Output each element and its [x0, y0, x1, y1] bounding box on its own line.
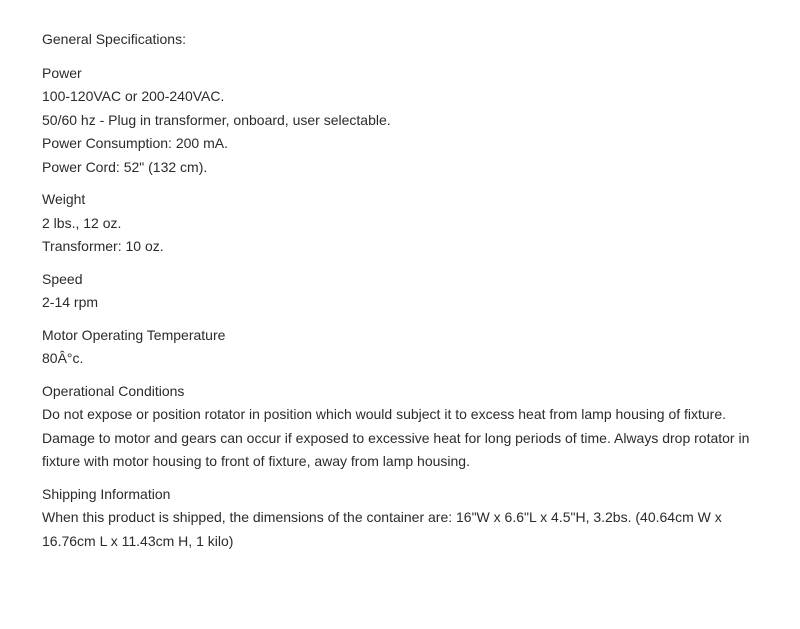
spec-line: 2-14 rpm [42, 294, 99, 310]
section-weight [42, 188, 772, 259]
spec-paragraph: Do not expose or position rotator in position which would subject it to excess heat from lamp housing of fixture. Damage to motor and gears can occur if exposed to excessive heat for long periods of time. Always drop rotator in fixture with motor housing to front of fixture, away from lamp housing. [42, 406, 750, 469]
spec-line: 50/60 hz - Plug in transformer, onboard, user selectable. [42, 111, 391, 128]
spec-line: Power Consumption: 200 mA. [42, 135, 228, 151]
section-title: Shipping Information [42, 485, 171, 502]
section-shipping-information [42, 483, 772, 554]
spec-line: 100-120VAC or 200-240VAC. [42, 88, 225, 104]
page-heading: General Specifications: [42, 31, 186, 47]
section-motor-temperature [42, 324, 772, 371]
spec-content [42, 28, 772, 562]
spec-paragraph: When this product is shipped, the dimensions of the container are: 16"W x 6.6"L x 4.5"H, 3.2bs. (40.64cm W x 16.76cm L x 11.43cm H, 1 kilo) [42, 509, 722, 549]
spec-line: 80Â°c. [42, 350, 84, 366]
section-operational-conditions [42, 380, 772, 474]
section-title: Operational Conditions [42, 382, 185, 399]
section-title: Weight [42, 191, 86, 207]
section-title: Motor Operating Temperature [42, 326, 226, 343]
spec-line: 2 lbs., 12 oz. [42, 214, 122, 231]
spec-line: Power Cord: 52" (132 cm). [42, 158, 208, 175]
section-power [42, 62, 772, 180]
section-speed [42, 268, 772, 315]
section-title: Power [42, 64, 82, 81]
spec-line: Transformer: 10 oz. [42, 238, 164, 254]
section-title: Speed [42, 270, 83, 287]
